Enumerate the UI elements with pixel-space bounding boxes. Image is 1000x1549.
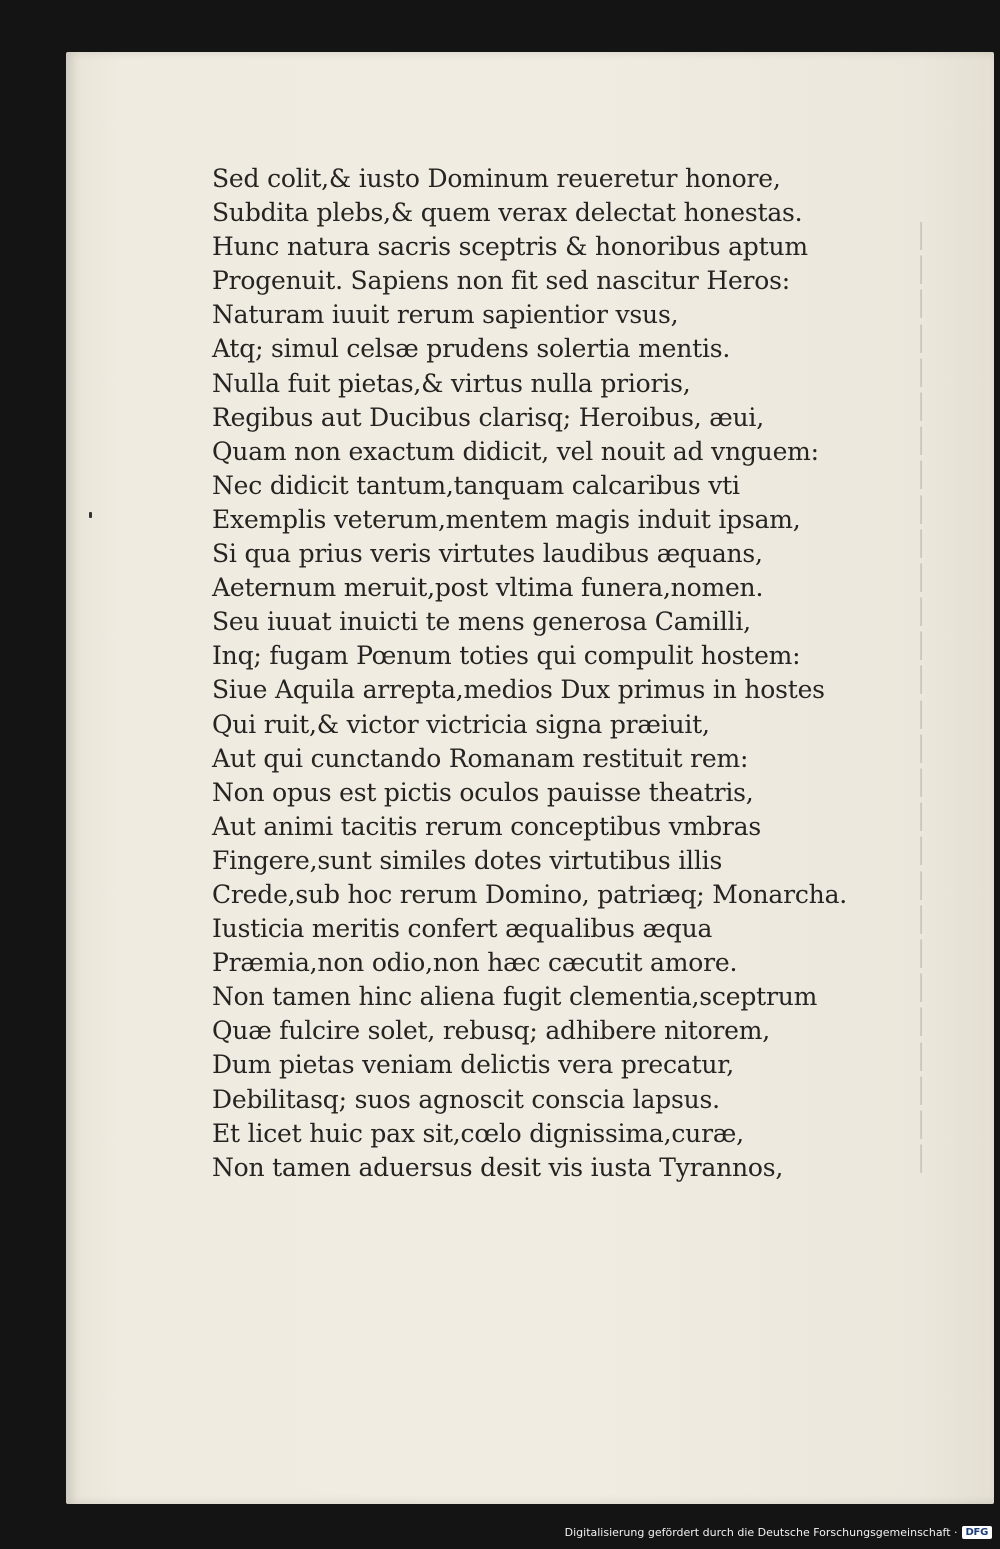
bleed-mark: │ [914, 392, 929, 421]
verse-line: Naturam iuuit rerum sapientior vsus, [212, 300, 679, 330]
verse-line: Nec didicit tantum,tanquam calcaribus vti [212, 470, 740, 500]
bleed-mark: │ [914, 358, 929, 387]
bleed-mark: │ [914, 324, 929, 353]
bleed-mark: │ [914, 290, 929, 319]
bleed-mark: │ [914, 563, 929, 592]
verse-line: Si qua prius veris virtutes laudibus æquans, [212, 539, 763, 569]
bleed-mark: │ [914, 803, 929, 832]
bleed-mark: │ [914, 427, 929, 456]
verse-line: Quam non exactum didicit, vel nouit ad vnguem: [212, 436, 819, 466]
bleed-mark: │ [914, 905, 929, 934]
bleed-mark: │ [914, 1008, 929, 1037]
verse-line: Iusticia meritis confert æqualibus æqua [212, 914, 713, 944]
verse-line: Atq; simul celsæ prudens solertia mentis. [212, 334, 731, 364]
verse-line: Non opus est pictis oculos pauisse theatris, [212, 777, 754, 807]
dfg-logo[interactable]: DFG [962, 1526, 992, 1539]
verse-line: Non tamen hinc aliena fugit clementia,sceptrum [212, 982, 818, 1012]
verse-line: Dum pietas veniam delictis vera precatur, [212, 1050, 734, 1080]
bleed-mark: │ [914, 1042, 929, 1071]
bleed-mark: │ [914, 1076, 929, 1105]
bleed-mark: │ [914, 666, 929, 695]
bleed-mark: │ [914, 529, 929, 558]
verse-line: Progenuit. Sapiens non fit sed nascitur Heros: [212, 266, 791, 296]
funding-credit-text: Digitalisierung gefördert durch die Deutsche Forschungsgemeinschaft · [564, 1525, 958, 1539]
ink-speck [89, 512, 92, 518]
book-page [66, 52, 994, 1504]
bleed-mark: │ [914, 1110, 929, 1139]
bleed-mark: │ [914, 734, 929, 763]
bleed-mark: │ [914, 837, 929, 866]
verse-line: Subdita plebs,& quem verax delectat honestas. [212, 198, 803, 228]
verse-line: Qui ruit,& victor victricia signa præiuit, [212, 709, 710, 739]
digitization-credit [565, 1521, 992, 1543]
verse-line: Aut animi tacitis rerum conceptibus vmbras [212, 811, 762, 841]
verse-line: Non tamen aduersus desit vis iusta Tyrannos, [212, 1152, 784, 1182]
bleed-mark: │ [914, 769, 929, 797]
bleed-mark: │ [914, 495, 929, 524]
verse-line: Exemplis veterum,mentem magis induit ipsam, [212, 504, 801, 534]
verse-text-block [212, 162, 892, 1185]
bleed-mark: │ [914, 222, 929, 250]
verse-line: Siue Aquila arrepta,medios Dux primus in hostes [212, 675, 825, 705]
verse-line: Aut qui cunctando Romanam restituit rem: [212, 743, 749, 773]
verse-line: Regibus aut Ducibus clarisq; Heroibus, æui, [212, 402, 764, 432]
bleed-mark: │ [914, 1145, 929, 1174]
verse-line: Inq; fugam Pœnum toties qui compulit hostem: [212, 641, 801, 671]
bleed-mark: │ [914, 939, 929, 968]
bleed-mark: │ [914, 632, 929, 661]
verse-line: Quæ fulcire solet, rebusq; adhibere nitorem, [212, 1016, 771, 1046]
verse-line: Aeternum meruit,post vltima funera,nomen. [212, 573, 764, 603]
verse-line: Præmia,non odio,non hæc cæcutit amore. [212, 948, 738, 978]
verse-line: Seu iuuat inuicti te mens generosa Camilli, [212, 607, 751, 637]
verse-line: Debilitasq; suos agnoscit conscia lapsus. [212, 1084, 720, 1114]
bleed-mark: │ [914, 256, 929, 285]
bleed-mark: │ [914, 871, 929, 900]
bleed-mark: │ [914, 974, 929, 1003]
verse-line: Nulla fuit pietas,& virtus nulla prioris, [212, 368, 691, 398]
bleed-mark: │ [914, 461, 929, 490]
verse-line: Fingere,sunt similes dotes virtutibus illis [212, 845, 723, 875]
verse-line: Et licet huic pax sit,cœlo dignissima,curæ, [212, 1118, 744, 1148]
verse-line: Crede,sub hoc rerum Domino, patriæq; Monarcha. [212, 879, 848, 909]
facing-page-bleed [914, 222, 994, 1222]
verse-line: Sed colit,& iusto Dominum reueretur honore, [212, 164, 781, 193]
bleed-mark: │ [914, 598, 929, 627]
verse-line: Hunc natura sacris sceptris & honoribus aptum [212, 232, 808, 262]
bleed-mark: │ [914, 700, 929, 729]
